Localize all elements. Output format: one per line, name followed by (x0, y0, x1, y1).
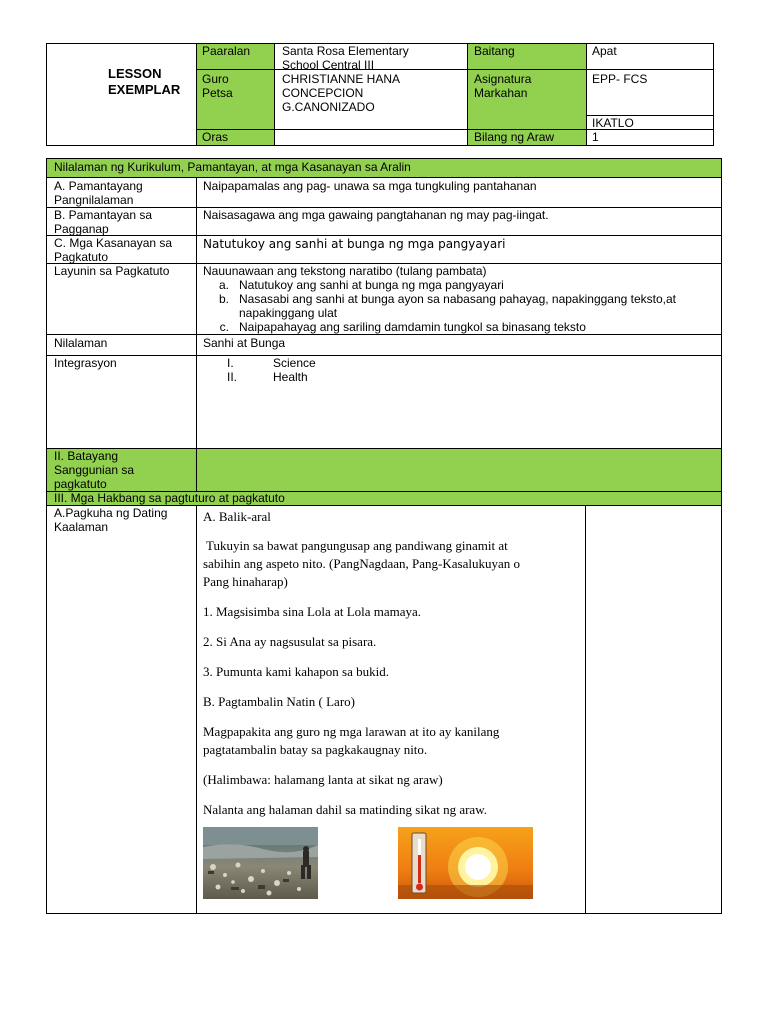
list-item: c. Naipapahayag ang sariling damdamin tungkol sa binasang teksto (219, 320, 586, 334)
balik-aral-heading: A. Balik-aral (203, 509, 271, 524)
layunin-label: Layunin sa Pagkatuto (54, 264, 170, 278)
section3-heading: III. Mga Hakbang sa pagtuturo at pagkatuto (54, 491, 285, 505)
markahan-value: IKATLO (592, 116, 634, 130)
baitang-value: Apat (592, 44, 617, 58)
integrasyon-content (203, 356, 503, 384)
integrasyon-label: Integrasyon (54, 356, 117, 370)
batayang-sanggunian-label: II. Batayang Sanggunian sa pagkatuto (54, 449, 135, 491)
asignatura-value: EPP- FCS (592, 72, 648, 86)
pamantayang-pangnilalaman-value: Naipapamalas ang pag- unawa sa mga tungkuling pantahanan (203, 179, 537, 193)
layunin-content: Nauunawaan ang tekstong naratibo (tulang pambata) a. Natutukoy ang sanhi at bunga ng mga pangyayari b. Nasasabi ang sanhi at bunga ayon sa nabasang pahayag, napakinggang teksto,at napakinggang ulat c. Naipapahayag ang sariling damdamin tungkol sa binasang teksto (203, 264, 683, 334)
nilalaman-value: Sanhi at Bunga (203, 336, 286, 350)
balik-aral-content (203, 508, 581, 819)
pamantayan-pagganap-value: Naisasagawa ang mga gawaing pangtahanan ng may pag-iingat. (203, 208, 549, 222)
list-item: I. Science (227, 356, 316, 370)
list-item: 1. Magsisimba sina Lola at Lola mamaya. (203, 604, 422, 619)
guro-value: CHRISTIANNE HANA CONCEPCION G.CANONIZADO (282, 72, 401, 114)
magpapakita-text: Magpapakita ang guro ng mga larawan at ito ay kanilang pagtatambalin batay sa pagkakaugnay nito. (203, 724, 500, 757)
garbage-shore-photo (203, 827, 318, 899)
layunin-list (203, 278, 683, 334)
paaralan-label: Paaralan (202, 44, 251, 58)
pagtambalin-heading: B. Pagtambalin Natin ( Laro) (203, 694, 355, 709)
guro-petsa-label: Guro Petsa (202, 72, 233, 100)
kasanayan-label: C. Mga Kasanayan sa Pagkatuto (54, 236, 173, 264)
bilang-value: 1 (592, 130, 599, 144)
nilalaman-label: Nilalaman (54, 336, 108, 350)
kasanayan-value: Natutukoy ang sanhi at bunga ng mga pangyayari (203, 237, 506, 251)
pamantayan-pagganap-label: B. Pamantayan sa Pagganap (54, 208, 153, 236)
list-item: 2. Si Ana ay nagsusulat sa pisara. (203, 634, 377, 649)
nalanta-text: Nalanta ang halaman dahil sa matinding sikat ng araw. (203, 802, 487, 817)
oras-label: Oras (202, 130, 229, 144)
sun-thermometer-photo (398, 827, 533, 899)
list-item: b. Nasasabi ang sanhi at bunga ayon sa nabasang pahayag, napakinggang teksto,at napakinggang ulat (218, 292, 677, 320)
baitang-label: Baitang (474, 44, 515, 58)
list-item: 3. Pumunta kami kahapon sa bukid. (203, 664, 389, 679)
lesson-exemplar-title: LESSON EXEMPLAR (108, 66, 181, 97)
instruction-text: Tukuyin sa bawat pangungusap ang pandiwang ginamit at sabihin ang aspeto nito. (PangNagdaan, Pang-Kasalukuyan o Pang hinaharap) (203, 538, 520, 589)
list-item: a. Natutukoy ang sanhi at bunga ng mga pangyayari (218, 278, 504, 292)
asignatura-markahan-label: Asignatura Markahan (474, 72, 532, 100)
pagkuha-dating-kaalaman-label: A.Pagkuha ng Dating Kaalaman (54, 506, 168, 534)
bilang-label: Bilang ng Araw (474, 130, 555, 144)
list-item: II. Health (227, 370, 308, 384)
paaralan-value: Santa Rosa Elementary School Central III (282, 44, 409, 72)
integrasyon-list (203, 356, 503, 384)
halimbawa-text: (Halimbawa: halamang lanta at sikat ng araw) (203, 772, 443, 787)
pamantayang-pangnilalaman-label: A. Pamantayang Pangnilalaman (54, 179, 143, 207)
section1-heading: Nilalaman ng Kurikulum, Pamantayan, at mga Kasanayan sa Aralin (54, 160, 411, 174)
